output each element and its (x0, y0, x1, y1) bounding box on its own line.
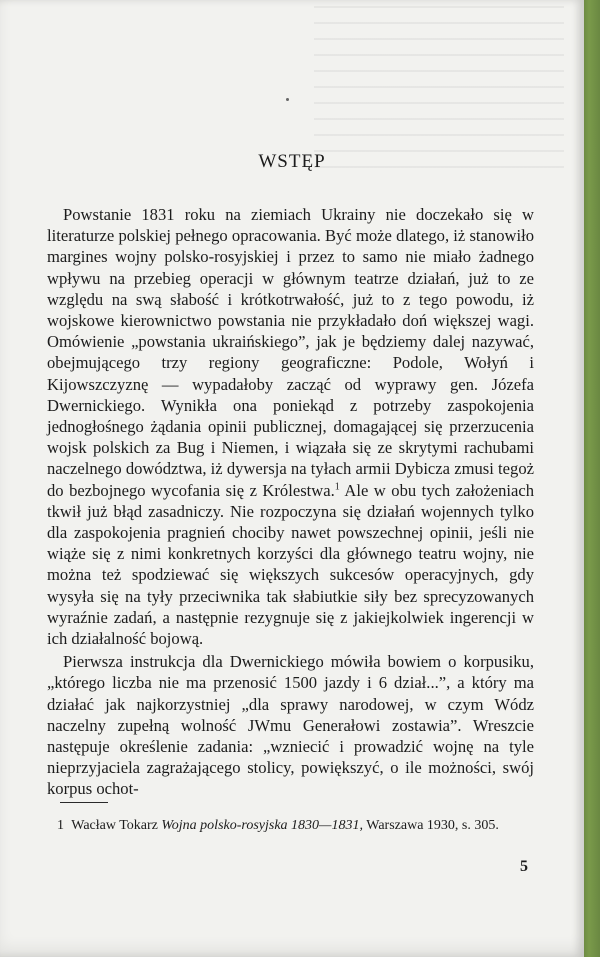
paragraph-1-text-after-ref: Ale w obu tych założeniach tkwił już błąd zasadniczy. Nie rozpoczyna się działań wojennych tylko dla zaspokojenia pragnień chociby nawet powszechnej opinii, jeśli nie wiąże się z nimi konkretnych korzyści dla głównego teatru wojny, nie można też spodziewać się większych sukcesów operacyjnych, gdy wysyła się na tyły przeciwnika tak słabiutkie siły bez sprecyzowanych wyraźnie zadań, a następnie rezygnuje się z jakiejkolwiek ingerencji w ich działalność bojową. (47, 480, 535, 649)
footnote (47, 816, 534, 836)
footnote-reference: 1 (334, 481, 340, 493)
page-number: 5 (520, 858, 528, 875)
footnote-divider (60, 802, 108, 803)
footnote-title: Wojna polsko-rosyjska 1830—1831, (161, 818, 363, 833)
footnote-author: Wacław Tokarz (71, 818, 158, 833)
paragraph-2: Pierwsza instrukcja dla Dwernickiego mówiła bowiem o korpusiku, „którego liczba nie ma przenosić 1500 jazdy i 6 dział...”, a który ma działać jak najkorzystniej „dla sprawy narodowej, w czym Wódz naczelny zupełną wolność JWmu Generałowi zostawia”. Wreszcie następuje określenie zadania: „wzniecić i prowadzić wojnę na tyle nieprzyjaciela zagrażającego stolicy, powiększyć, o ile możności, swój korpus ochot- (47, 652, 534, 799)
paragraph-1 (47, 204, 534, 649)
body-text (47, 204, 534, 800)
paper-speck (286, 98, 289, 101)
footnote-details: Warszawa 1930, s. 305. (366, 818, 499, 833)
chapter-heading: WSTĘP (258, 151, 326, 172)
paragraph-1-text-before-ref: Powstanie 1831 roku na ziemiach Ukrainy nie doczekało się w literaturze polskiej pełnego opracowania. Być może dlatego, iż stanowiło margines wojny polsko-rosyjskiej i przez to samo nie miało żadnego wpływu na przebieg operacji w głównym teatrze działań, już to ze względu na swą słabość i krótkotrwałość, już to z tego powodu, iż wojskowe kierownictwo powstania nie przykładało doń większej wagi. Omówienie „powstania ukraińskiego”, jak je będziemy dalej nazywać, obejmującego trzy regiony geograficzne: Podole, Wołyń i Kijowszczyznę — wypadałoby zacząć od wyprawy gen. Józefa Dwernickiego. Wynikła ona poniekąd z potrzeby zaspokojenia jednogłośnego żądania opinii publicznej, domagającej się przerzucenia wojsk polskich za Bug i Niemen, i wiązała się ze skrytymi rachubami naczelnego dowództwa, iż dywersja na tyłach armii Dybicza zmusi tegoż do bezbojnego wycofania się z Królestwa. (47, 205, 534, 500)
footnote-number: 1 (57, 818, 64, 833)
